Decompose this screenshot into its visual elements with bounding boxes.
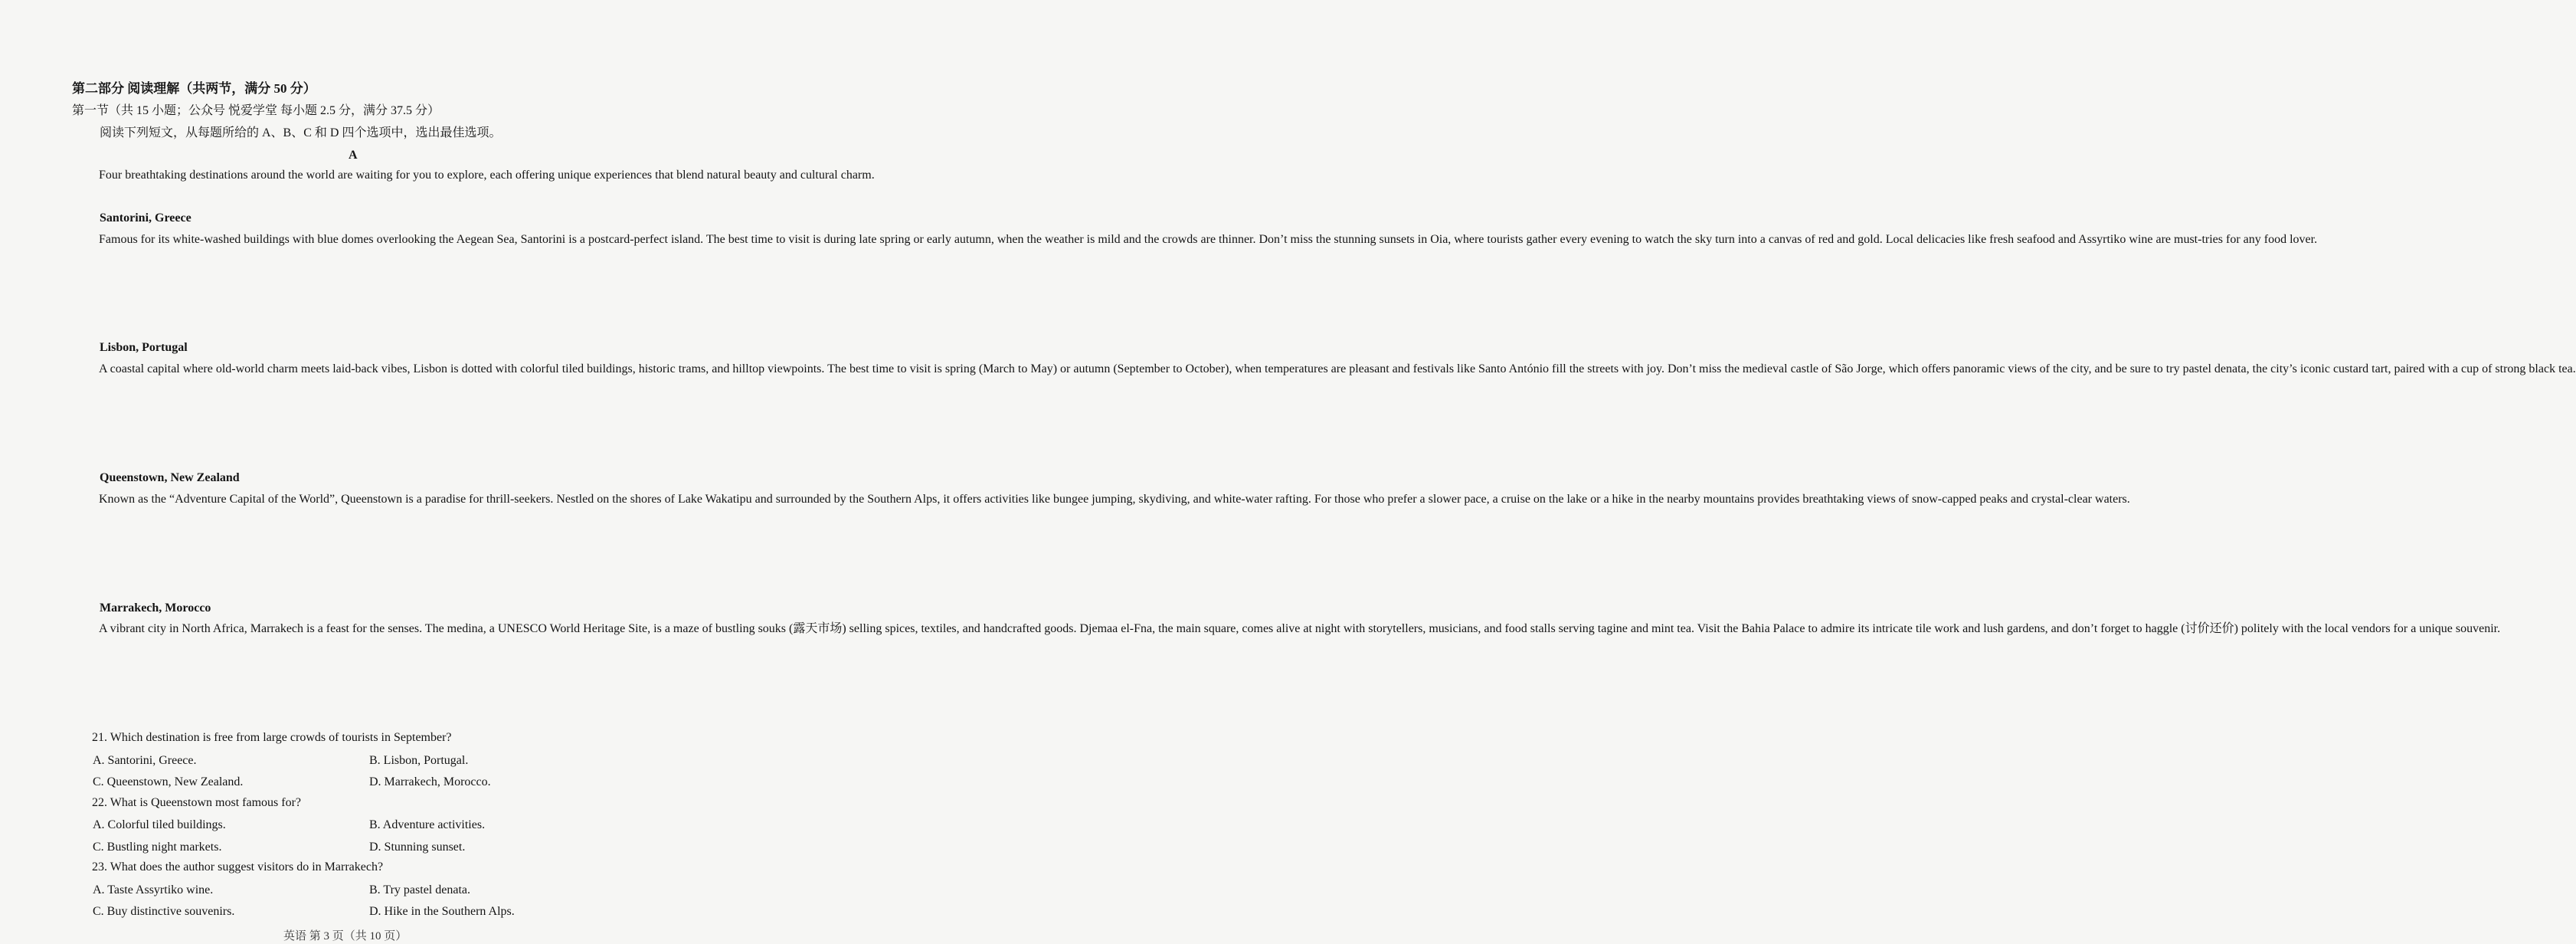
option-22-a[interactable]: A. Colorful tiled buildings. (93, 818, 226, 831)
passage-label: A (349, 149, 358, 162)
directions: 阅读下列短文，从每题所给的 A、B、C 和 D 四个选项中，选出最佳选项。 (100, 126, 502, 139)
subsection-title: 第一节（共 15 小题；公众号 悦爱学堂 每小题 2.5 分，满分 37.5 分） (72, 104, 440, 117)
option-23-d[interactable]: D. Hike in the Southern Alps. (369, 905, 515, 918)
option-21-a[interactable]: A. Santorini, Greece. (93, 754, 197, 767)
option-23-a[interactable]: A. Taste Assyrtiko wine. (93, 883, 214, 896)
destination-title-santorini: Santorini, Greece (100, 211, 191, 225)
option-23-c[interactable]: C. Buy distinctive souvenirs. (93, 905, 235, 918)
destination-text-queenstown: Known as the “Adventure Capital of the World”, Queenstown is a paradise for thrill-seekers. Nestled on the shores of Lake Wakatipu and surrounded by the Southern Alps, it offers activities like bungee jumping, skydiving, and white-water rafting. For those who prefer a slower pace, a cruise on the lake or a hike in the nearby mountains provides breathtaking views of snow-capped peaks and crystal-clear waters. (99, 493, 2130, 506)
destination-text-marrakech: A vibrant city in North Africa, Marrakech is a feast for the senses. The medina, a UNESCO World Heritage Site, is a maze of bustling souks (露天市场) selling spices, textiles, and handcrafted goods. Djemaa el-Fna, the main square, comes alive at night with storytellers, musicians, and food stalls serving tagine and mint tea. Visit the Bahia Palace to admire its intricate tile work and lush gardens, and don’t forget to haggle (讨价还价) politely with the local vendors for a unique souvenir. (99, 622, 2501, 635)
option-23-b[interactable]: B. Try pastel denata. (369, 883, 470, 896)
option-22-b[interactable]: B. Adventure activities. (369, 818, 486, 831)
page-footer: 英语 第 3 页（共 10 页） (283, 930, 408, 942)
question-23: 23. What does the author suggest visitors do in Marrakech? (92, 860, 384, 874)
question-21: 21. Which destination is free from large crowds of tourists in September? (92, 731, 452, 744)
passage-intro: Four breathtaking destinations around the world are waiting for you to explore, each offering unique experiences that blend natural beauty and cultural charm. (99, 169, 875, 182)
option-22-d[interactable]: D. Stunning sunset. (369, 841, 466, 854)
destination-text-lisbon: A coastal capital where old-world charm meets laid-back vibes, Lisbon is dotted with colorful tiled buildings, historic trams, and hilltop viewpoints. The best time to visit is spring (March to May) or autumn (September to October), when temperatures are pleasant and festivals like Santo António fill the streets with joy. Don’t miss the medieval castle of São Jorge, which offers panoramic views of the city, and be sure to try pastel denata, the city’s iconic custard tart, paired with a cup of strong black tea. (99, 362, 2576, 375)
option-21-b[interactable]: B. Lisbon, Portugal. (369, 754, 469, 767)
option-22-c[interactable]: C. Bustling night markets. (93, 841, 222, 854)
question-22: 22. What is Queenstown most famous for? (92, 796, 301, 809)
destination-text-santorini: Famous for its white-washed buildings with blue domes overlooking the Aegean Sea, Santorini is a postcard-perfect island. The best time to visit is during late spring or early autumn, when the weather is mild and the crowds are thinner. Don’t miss the stunning sunsets in Oia, where tourists gather every evening to watch the sky turn into a canvas of red and gold. Local delicacies like fresh seafood and Assyrtiko wine are must-tries for any food lover. (99, 233, 2318, 246)
option-21-d[interactable]: D. Marrakech, Morocco. (369, 775, 491, 788)
destination-title-marrakech: Marrakech, Morocco (100, 601, 211, 615)
destination-title-queenstown: Queenstown, New Zealand (100, 471, 240, 484)
section-title: 第二部分 阅读理解（共两节，满分 50 分） (72, 81, 316, 96)
option-21-c[interactable]: C. Queenstown, New Zealand. (93, 775, 244, 788)
destination-title-lisbon: Lisbon, Portugal (100, 341, 188, 354)
